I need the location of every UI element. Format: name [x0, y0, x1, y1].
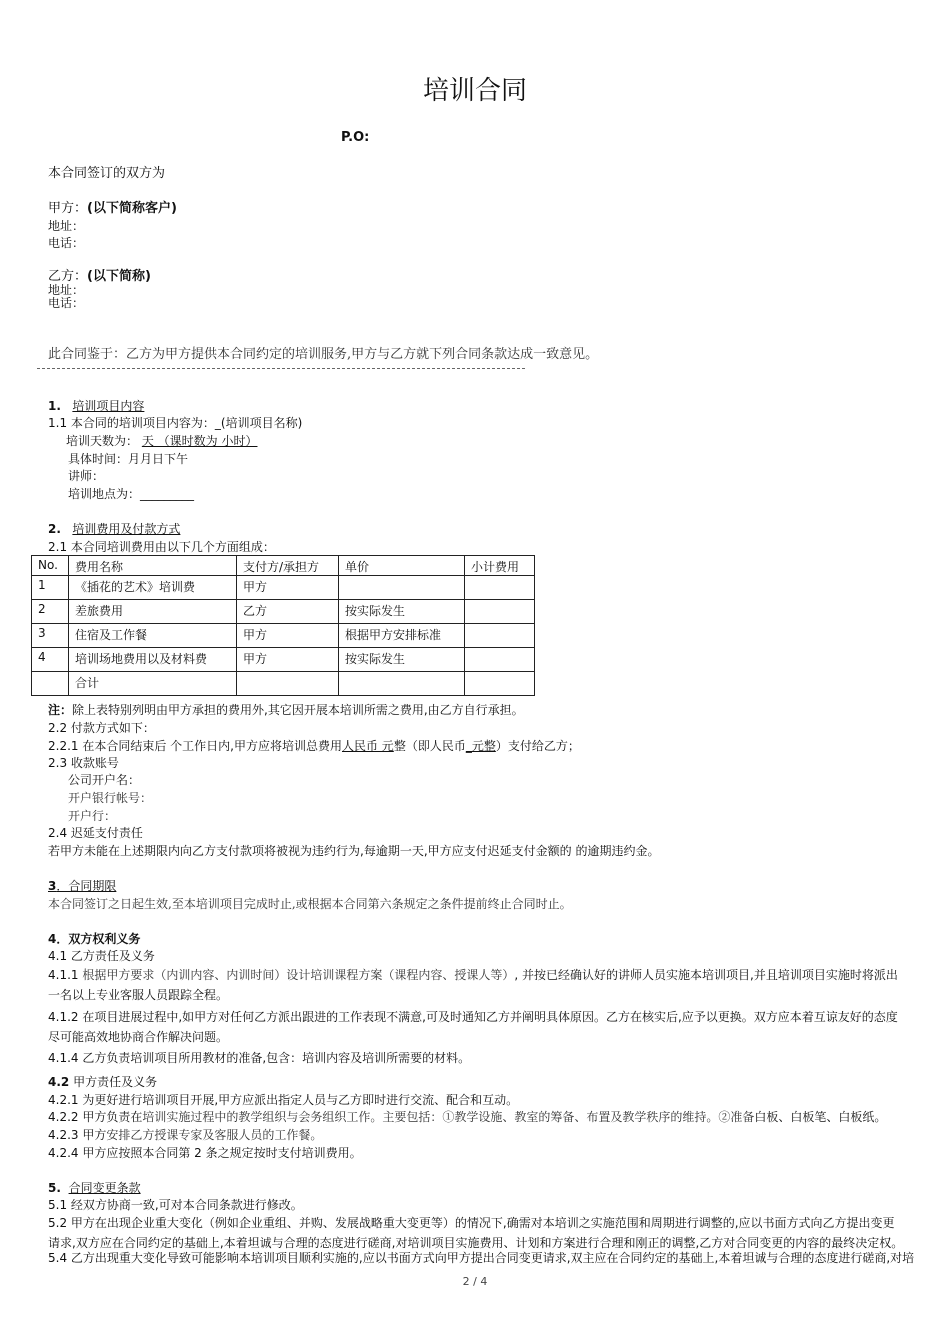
document-title: 培训合同	[422, 76, 527, 106]
table-row: 2 差旅费用 乙方 按实际发生	[32, 600, 535, 624]
header-no: No.	[32, 556, 69, 576]
section-2-2: 2.2 付款方式如下：	[48, 721, 155, 735]
training-location: 培训地点为：_________	[68, 487, 195, 501]
party-b-note: (以下简称)	[87, 269, 151, 284]
section-2-heading: 2. 培训费用及付款方式	[48, 522, 181, 536]
section-5-1: 5.1 经双方协商一致,可对本合同条款进行修改。	[48, 1198, 303, 1212]
bank-account: 开户银行帐号：	[68, 791, 153, 805]
section-1-1: 1.1 本合同的培训项目内容为：_(培训项目名称)	[48, 416, 303, 430]
fee-note: 注：除上表特别列明由甲方承担的费用外,其它因开展本培训所需之费用,由乙方自行承担。	[48, 703, 524, 717]
header-subtotal: 小计费用	[465, 556, 535, 576]
party-a-phone: 电话：	[48, 236, 85, 250]
section-4-2-3: 4.2.3 甲方安排乙方授课专家及客服人员的工作餐。	[48, 1128, 323, 1142]
section-4-1-1: 4.1.1 根据甲方要求（内训内容、内训时间）设计培训课程方案（课程内容、授课人等）, 并按已经确认好的讲师人员实施本培训项目,并且培训项目实施时将派出一名以上专业客服人员跟踪全程。	[48, 968, 898, 1002]
party-b-label: 乙方：	[48, 269, 88, 284]
bank: 开户行：	[68, 809, 117, 823]
party-a-address: 地址：	[48, 219, 85, 233]
table-row: 4 培训场地费用以及材料费 甲方 按实际发生	[32, 648, 535, 672]
table-row: 3 住宿及工作餐 甲方 根据甲方安排标准	[32, 624, 535, 648]
training-days: 培训天数为： 天 （课时数为 小时）	[66, 434, 258, 448]
section-4-2-4: 4.2.4 甲方应按照本合同第 2 条之规定按时支付培训费用。	[48, 1146, 362, 1160]
page-number: 2 / 4	[462, 1275, 488, 1288]
fee-table-header	[32, 556, 535, 576]
section-4-2-1: 4.2.1 为更好进行培训项目开展,甲方应派出指定人员与乙方即时进行交流、配合和互动。	[48, 1093, 519, 1107]
account-name: 公司开户名：	[68, 773, 141, 787]
party-a-label: 甲方：	[48, 201, 88, 216]
table-row-total: 合计	[32, 672, 535, 696]
section-4-1: 4.1 乙方责任及义务	[48, 949, 155, 963]
header-price: 单价	[339, 556, 465, 576]
section-4-1-2: 4.1.2 在项目进展过程中,如甲方对任何乙方派出跟进的工作表现不满意,可及时通知乙方并阐明具体原因。乙方在核实后,应予以更换。双方应本着互谅友好的态度尽可能高效地协商合作解决问题。	[48, 1010, 898, 1044]
party-a-line	[48, 200, 177, 217]
section-2-3: 2.3 收款账号	[48, 756, 119, 770]
section-3-text: 本合同签订之日起生效,至本培训项目完成时止,或根据本合同第六条规定之条件提前终止合同时止。	[48, 897, 572, 911]
section-5-2: 5.2 甲方在出现企业重大变化（例如企业重组、并购、发展战略重大变更等）的情况下,确需对本培训之实施范围和周期进行调整的,应以书面方式向乙方提出变更请求,双方应在合同约定的基础上,本着坦诚与合理的态度进行磋商,对培训项目实施费用、计划和方案进行合理和刚正的调整,乙方对合同变更的内容的最终决定权。	[48, 1216, 904, 1250]
section-2-1: 2.1 本合同培训费用由以下几个方面组成：	[48, 540, 275, 554]
fee-table	[31, 555, 535, 696]
section-5-4: 5.4 乙方出现重大变化导致可能影响本培训项目顺利实施的,应以书面方式向甲方提出合同变更请求,双主应在合同约定的基础上,本着坦诚与合理的态度进行磋商,对培	[48, 1251, 915, 1265]
section-2-4: 2.4 迟延支付责任	[48, 826, 143, 840]
po-label: P.O:	[341, 130, 370, 145]
dashed-divider	[37, 368, 525, 369]
party-b-phone: 电话：	[48, 296, 85, 310]
party-a-note: (以下简称客户)	[87, 201, 177, 216]
lecturer: 讲师：	[68, 469, 105, 483]
table-row: 1 《插花的艺术》培训费 甲方	[32, 576, 535, 600]
training-time: 具体时间：月月日下午	[68, 452, 189, 466]
section-3-heading: 3．合同期限	[48, 879, 117, 893]
section-4-2: 4.2 甲方责任及义务	[48, 1075, 158, 1089]
intro-text: 本合同签订的双方为	[48, 166, 166, 181]
section-4-2-2: 4.2.2 甲方负责在培训实施过程中的教学组织与会务组织工作。主要包括：①教学设施、教室的筹备、布置及教学秩序的维持。②准备白板、白板笔、白板纸。	[48, 1110, 887, 1124]
section-5-heading: 5. 合同变更条款	[48, 1181, 141, 1195]
party-b-address: 地址：	[48, 283, 85, 297]
section-4-1-4: 4.1.4 乙方负责培训项目所用教材的准备,包含：培训内容及培训所需要的材料。	[48, 1051, 471, 1065]
section-4-heading: 4．双方权利义务	[48, 932, 141, 946]
section-1-heading: 1. 培训项目内容	[48, 399, 145, 413]
header-item: 费用名称	[69, 556, 237, 576]
section-2-2-1: 2.2.1 在本合同结束后 个工作日内,甲方应将培训总费用人民币 元整（即人民币_元整）支付给乙方；	[48, 739, 580, 753]
header-payer: 支付方/承担方	[237, 556, 339, 576]
late-payment-text: 若甲方未能在上述期限内向乙方支付款项将被视为违约行为,每逾期一天,甲方应支付迟延支付金额的 的逾期违约金。	[48, 844, 660, 858]
preamble-text: 此合同鉴于：乙方为甲方提供本合同约定的培训服务,甲方与乙方就下列合同条款达成一致意见。	[48, 347, 599, 362]
